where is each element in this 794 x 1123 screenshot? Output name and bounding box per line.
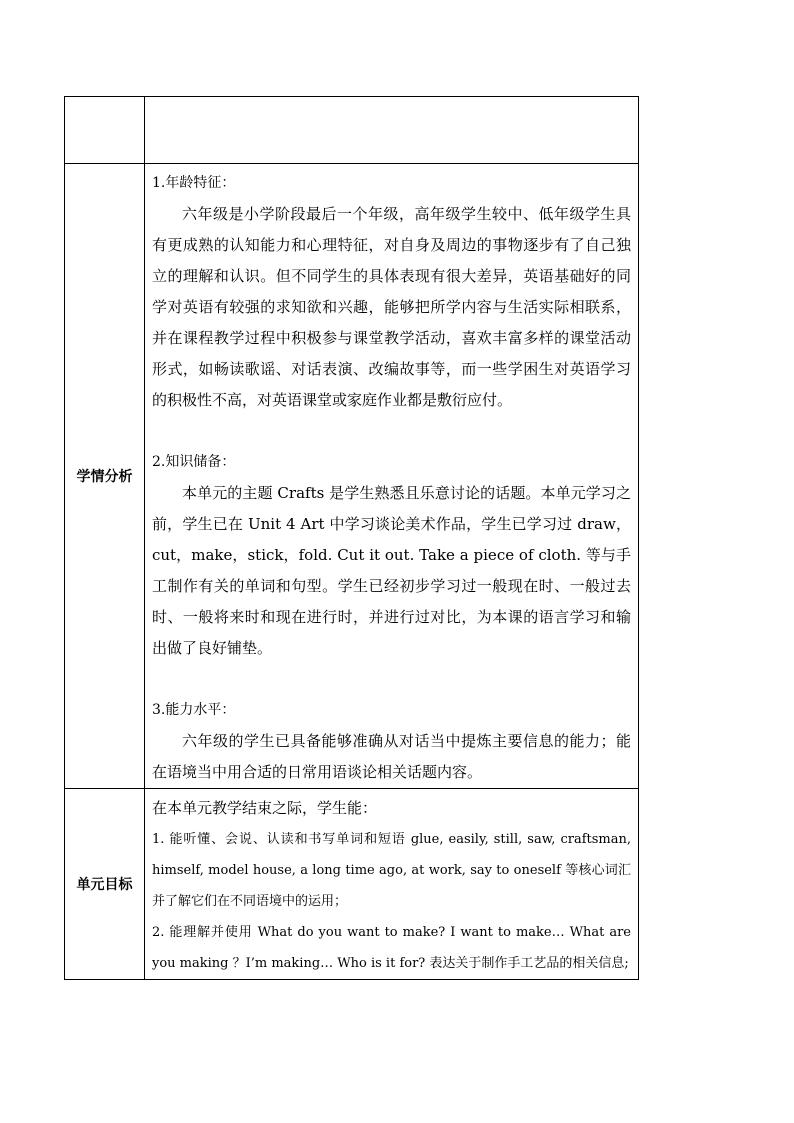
student-analysis-content xyxy=(145,164,639,789)
table-row-unit-goals xyxy=(65,789,639,980)
ability-level-heading: 3.能力水平： xyxy=(152,702,236,718)
table-row-student-analysis xyxy=(65,164,639,789)
lesson-plan-table xyxy=(64,96,639,980)
knowledge-base-body: 本单元的主题 Crafts 是学生熟悉且乐意讨论的话题。本单元学习之前，学生已在 Unit 4 Art 中学习谈论美术作品，学生已学习过 draw，cut，make，stick，fold. Cut it out. Take a piece of cloth. 等与手工制作有关的单词和句型。学生已经初步学习过一般现在时、一般过去时、一般将来时和现在进行时，并进行过对比，为本课的语言学习和输出做了良好铺垫。 xyxy=(152,484,631,657)
age-features-heading: 1.年龄特征： xyxy=(152,175,236,191)
unit-goals-intro: 在本单元教学结束之际，学生能： xyxy=(152,799,378,817)
empty-content-cell xyxy=(145,97,639,164)
unit-goals-content xyxy=(145,789,639,980)
unit-goal-item: 2. 能理解并使用 What do you want to make? I want to make… What are you making ？I’m making… Who is it for? 表达关于制作手工艺品的相关信息; xyxy=(152,925,631,971)
knowledge-base-heading: 2.知识储备： xyxy=(152,454,236,470)
table-row-empty xyxy=(65,97,639,164)
ability-level-body: 六年级的学生已具备能够准确从对话当中提炼主要信息的能力；能在语境当中用合适的日常用语谈论相关话题内容。 xyxy=(152,732,631,781)
student-analysis-label: 学情分析 xyxy=(65,164,145,789)
age-features-body: 六年级是小学阶段最后一个年级，高年级学生较中、低年级学生具有更成熟的认知能力和心理特征，对自身及周边的事物逐步有了自己独立的理解和认识。但不同学生的具体表现有很大差异，英语基础好的同学对英语有较强的求知欲和兴趣，能够把所学内容与生活实际相联系，并在课程教学过程中积极参与课堂教学活动，喜欢丰富多样的课堂活动形式，如畅读歌谣、对话表演、改编故事等，而一些学困生对英语学习的积极性不高，对英语课堂或家庭作业都是敷衍应付。 xyxy=(152,205,631,409)
unit-goal-item: 1. 能听懂、会说、认读和书写单词和短语 glue, easily, still, saw, craftsman, himself, model house, a long time ago, at work, say to oneself 等核心词汇并了解它们在不同语境中的运用； xyxy=(152,832,631,909)
empty-label-cell xyxy=(65,97,145,164)
unit-goals-label: 单元目标 xyxy=(65,789,145,980)
